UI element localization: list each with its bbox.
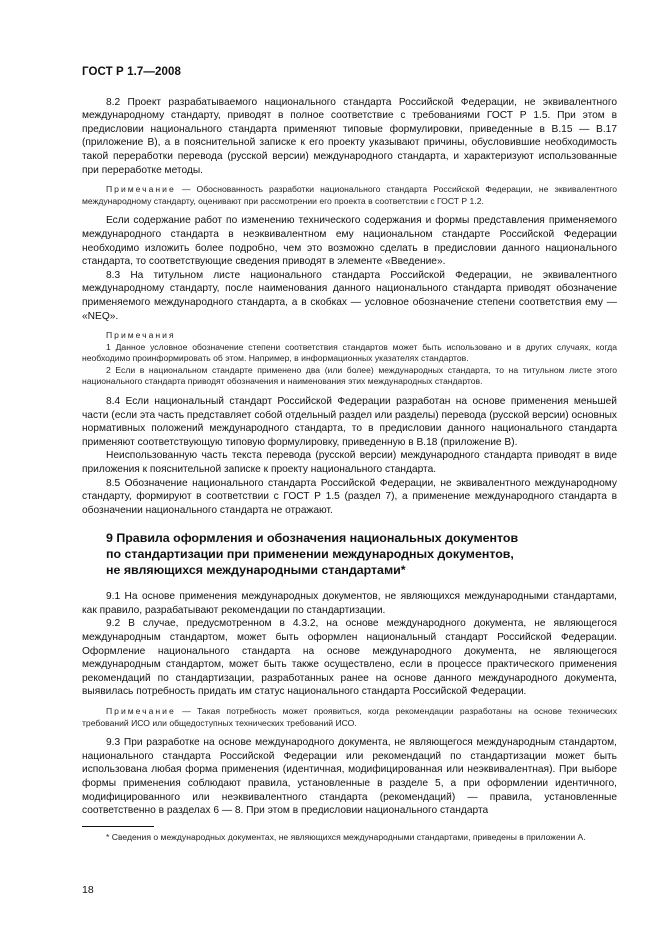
paragraph-8-2: 8.2 Проект разрабатываемого национального стандарта Российской Федерации, не эквивалентного международному стандарту, приводят в полное соответствие с требованиями ГОСТ Р 1.5. При этом в предисловии национального стандарта применяют типовые формулировки, приведенные в В.15 — В.17 (приложение В), а в пояснительной записке к его проекту указывают причины, обусловившие необходимость такой переработки перевода (русской версии) международного стандарта, и характеризуют использованные при переработке методы. — [82, 96, 617, 176]
note-label: Примечание — [106, 184, 176, 195]
note-label: Примечание — [106, 705, 176, 716]
section-9-heading-line-3: не являющихся международными стандартами* — [106, 562, 406, 577]
paragraph-changes: Если содержание работ по изменению технического содержания и формы представления применяемого международного стандарта в неэквивалентном ему национальном стандарте Российской Федерации необходимо изложить более подробно, чем это возможно сделать в предисловии данного национального стандарта, то соответствующие сведения приводят в элементе «Введение». — [82, 215, 617, 268]
note-text: — Такая потребность может проявиться, когда рекомендации разработаны на основе технических требований ИСО или общедоступных технических требований ИСО. — [82, 705, 617, 728]
paragraph-9-1: 9.1 На основе применения международных документов, не являющихся международными стандартами, как правило, разрабатывают рекомендации по стандартизации. — [82, 591, 617, 616]
note-item-1: 1 Данное условное обозначение степени соответствия стандартов может быть использовано и в других случаях, когда необходимо проинформировать об этом. Например, в информационных указателях стандартов. — [82, 341, 617, 364]
paragraph-8-3: 8.3 На титульном листе национального стандарта Российской Федерации, не эквивалентного международному стандарту, после наименования данного национального стандарта приводят обозначение применяемого международного стандарта, а в скобках — условное обозначение степени соответствия ему — «NEQ». — [82, 269, 617, 322]
page-header: ГОСТ Р 1.7—2008 — [82, 66, 181, 78]
note-9-2 — [82, 706, 617, 729]
note-8-2 — [82, 184, 617, 207]
paragraph-8-4: 8.4 Если национальный стандарт Российской Федерации разработан на основе применения меньшей части (если эта часть представляет собой отдельный раздел или разделы) перевода (русской версии) основных нормативных положений международного стандарта, то в предисловии данного национального стандарта применяют соответствующую типовую формулировку, приведенную в В.18 (приложение В). — [82, 396, 617, 448]
page-number: 18 — [82, 884, 94, 896]
note-text: — Обоснованность разработки национального стандарта Российской Федерации, не эквивалентного международному стандарту, оценивают при рассмотрении его проекта в соответствии с ГОСТ Р 1.2. — [82, 184, 617, 206]
footnote: * Сведения о международных документах, не являющихся международными стандартами, приведены в приложении А. — [106, 831, 586, 842]
section-9-heading — [106, 531, 617, 578]
paragraph-8-5: 8.5 Обозначение национального стандарта Российской Федерации, не эквивалентного международному стандарту, формируют в соответствии с ГОСТ Р 1.5 (раздел 7), а применение международного стандарта в обозначении национального стандарта не отражают. — [82, 477, 617, 516]
paragraph-9-3: 9.3 При разработке на основе международного документа, не являющегося международным стандартом, национального стандарта Российской Федерации или рекомендаций по стандартизации может быть использована любая форма применения (идентичная, модифицированная или неэквивалентная). При выборе формы применения соблюдают правила, установленные в разделе 5, а при оформлении идентичного, модифицированного или неэквивалентного стандарта (рекомендаций) — правила, установленные соответственно в разделах 6 — 8. При этом в предисловии национального стандарта — [82, 737, 617, 817]
notes-title: Примечания — [106, 330, 176, 341]
section-9-heading-line-1: 9 Правила оформления и обозначения национальных документов — [106, 531, 519, 546]
paragraph-unused: Неиспользованную часть текста перевода (русской версии) международного стандарта приводят в виде приложения к пояснительной записке к проекту национального стандарта. — [82, 450, 617, 476]
note-item-2: 2 Если в национальном стандарте применено два (или более) международных стандарта, то на титульном листе этого национального стандарта приводят обозначения и наименования этих международных стандартов. — [82, 364, 617, 387]
footnote-separator — [82, 826, 154, 827]
paragraph-9-2: 9.2 В случае, предусмотренном в 4.3.2, на основе международного документа, не являющегося международным стандартом, может быть оформлен национальный стандарт Российской Федерации. Оформление национального стандарта на основе международного документа, не являющегося международным стандартом, может быть также осуществлено, если в процессе практического применения рекомендаций по стандартизации, разработанных ранее на основе данного международного документа, выявилась потребность придать им статус национального стандарта Российской Федерации. — [82, 618, 617, 698]
section-9-heading-line-2: по стандартизации при применении международных документов, — [106, 547, 514, 561]
